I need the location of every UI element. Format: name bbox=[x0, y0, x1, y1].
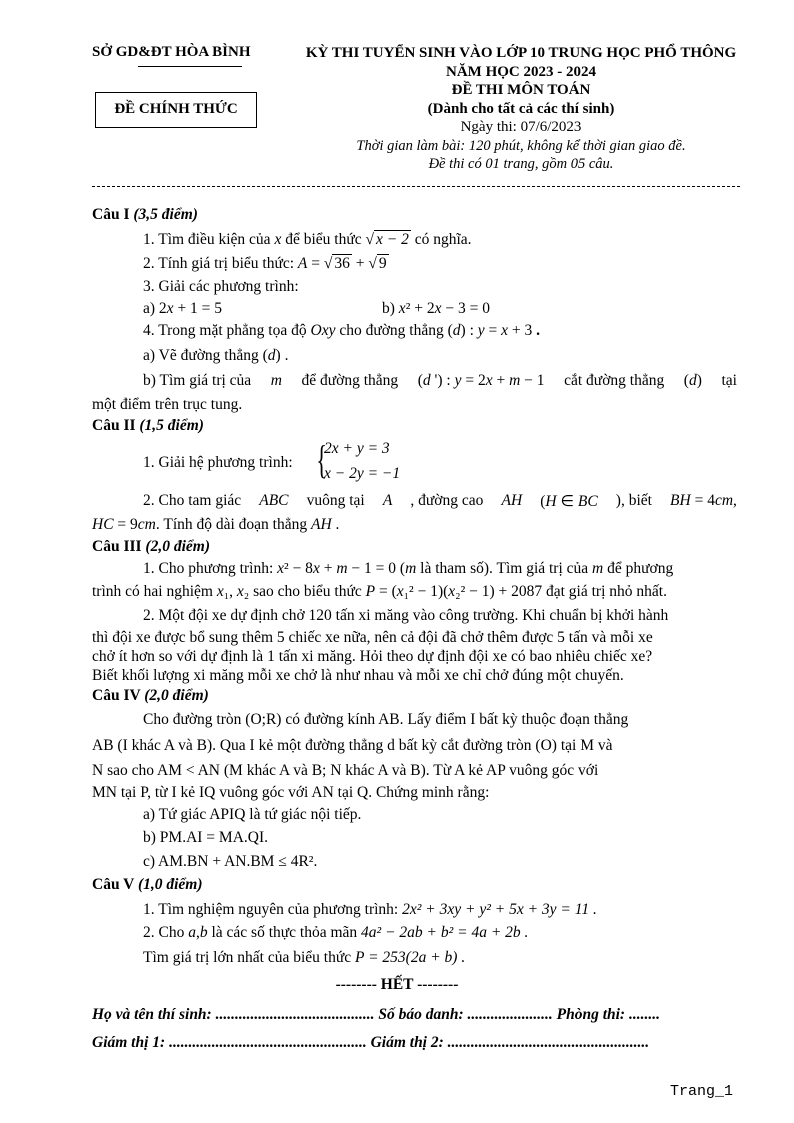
question-4-line-2: AB (I khác A và B). Qua I kẻ một đường thẳng d bất kỳ cắt đường tròn (O) tại M và bbox=[92, 737, 613, 754]
audience: (Dành cho tất cả các thí sinh) bbox=[427, 100, 615, 117]
question-4-part-b: b) PM.AI = MA.QI. bbox=[143, 829, 268, 846]
question-3-part-1-cont: trình có hai nghiệm x₁, x₂ sao cho biểu thức P = (x₁² − 1)(x₂² − 1) + 2087 đạt giá trị nhỏ nhất. bbox=[92, 583, 667, 600]
question-5-title: Câu V (1,0 điểm) bbox=[92, 876, 203, 893]
header-divider bbox=[92, 186, 740, 187]
proctor-signature-line: Giám thị 1: ................................................... Giám thị 2: .................................................... bbox=[92, 1034, 650, 1051]
system-equation-2: x − 2y = −1 bbox=[324, 465, 401, 482]
system-equation-1: 2x + y = 3 bbox=[324, 440, 390, 457]
question-1-title: Câu I (3,5 điểm) bbox=[92, 206, 198, 223]
question-4-part-a: a) Tứ giác APIQ là tứ giác nội tiếp. bbox=[143, 806, 362, 823]
question-1-part-4: 4. Trong mặt phẳng tọa độ Oxy cho đường thẳng (d) : y = x + 3 . bbox=[143, 322, 541, 339]
question-3-part-1: 1. Cho phương trình: x² − 8x + m − 1 = 0 (m là tham số). Tìm giá trị của m để phương bbox=[143, 560, 674, 577]
end-marker: -------- HẾT -------- bbox=[335, 976, 459, 993]
question-2-part-1: 1. Giải hệ phương trình: bbox=[143, 454, 293, 471]
school-year: NĂM HỌC 2023 - 2024 bbox=[446, 63, 596, 80]
question-2-title: Câu II (1,5 điểm) bbox=[92, 417, 204, 434]
subject-title: ĐỀ THI MÔN TOÁN bbox=[451, 82, 591, 98]
page-number: Trang_1 bbox=[670, 1083, 734, 1100]
system-brace: { bbox=[316, 437, 327, 482]
question-3-part-2-line-1: 2. Một đội xe dự định chở 120 tấn xi măng vào công trường. Khi chuẩn bị khởi hành bbox=[143, 607, 669, 624]
question-2-part-2-cont: HC = 9cm. Tính độ dài đoạn thẳng AH . bbox=[92, 516, 340, 533]
official-badge: ĐỀ CHÍNH THỨC bbox=[95, 92, 257, 128]
exam-pages: Đề thi có 01 trang, gồm 05 câu. bbox=[428, 156, 614, 172]
question-4-line-1: Cho đường tròn (O;R) có đường kính AB. Lấy điểm I bất kỳ thuộc đoạn thẳng bbox=[143, 711, 629, 728]
question-2-part-2: 2. Cho tam giác ABC vuông tại A , đường cao AH (H ∈ BC ), biết BH = 4cm, bbox=[143, 492, 737, 510]
question-5-part-1: 1. Tìm nghiệm nguyên của phương trình: 2x² + 3xy + y² + 5x + 3y = 11 . bbox=[143, 901, 597, 918]
question-1-part-1: 1. Tìm điều kiện của x để biểu thức √ x − 2 có nghĩa. bbox=[143, 231, 472, 248]
exam-duration: Thời gian làm bài: 120 phút, không kể thời gian giao đề. bbox=[356, 137, 686, 154]
exam-header bbox=[286, 44, 756, 174]
question-1-part-3a: a) 2x + 1 = 5 bbox=[143, 300, 223, 317]
question-5-part-2: 2. Cho a,b là các số thực thỏa mãn 4a² − 2ab + b² = 4a + 2b . bbox=[143, 924, 529, 941]
question-4-line-3: N sao cho AM < AN (M khác A và B; N khác A và B). Từ A kẻ AP vuông góc với bbox=[92, 762, 599, 779]
question-3-title: Câu III (2,0 điểm) bbox=[92, 538, 210, 555]
question-3-part-2-line-2: thì đội xe được bổ sung thêm 5 chiếc xe nữa, nên cả đội đã chở thêm được 5 tấn và mỗi xe bbox=[92, 629, 653, 646]
question-1-part-4a: a) Vẽ đường thẳng (d) . bbox=[143, 347, 289, 364]
question-3-part-2-line-3: chở ít hơn so với dự định là 1 tấn xi măng. Hỏi theo dự định đội xe có bao nhiêu chiếc xe? bbox=[92, 648, 653, 665]
department-name: SỞ GD&ĐT HÒA BÌNH bbox=[92, 44, 251, 61]
question-1-part-4b: b) Tìm giá trị của m để đường thẳng (d ') : y = 2x + m − 1 cắt đường thẳng (d) tại bbox=[143, 372, 737, 389]
department-underline bbox=[138, 66, 242, 67]
question-1-part-3: 3. Giải các phương trình: bbox=[143, 278, 299, 295]
question-5-part-2-cont: Tìm giá trị lớn nhất của biểu thức P = 253(2a + b) . bbox=[143, 949, 466, 966]
exam-date: Ngày thi: 07/6/2023 bbox=[460, 119, 582, 135]
candidate-info-line: Họ và tên thí sinh: ......................................... Số báo danh: ...................... Phòng thi: ........ bbox=[92, 1006, 660, 1023]
question-1-part-3b: b) x² + 2x − 3 = 0 bbox=[382, 300, 490, 317]
question-4-title: Câu IV (2,0 điểm) bbox=[92, 687, 209, 704]
question-4-line-4: MN tại P, từ I kẻ IQ vuông góc với AN tại Q. Chứng minh rằng: bbox=[92, 784, 490, 801]
exam-title: KỲ THI TUYỂN SINH VÀO LỚP 10 TRUNG HỌC PHỔ THÔNG bbox=[305, 45, 737, 61]
question-1-part-4b-cont: một điểm trên trục tung. bbox=[92, 396, 243, 413]
question-4-part-c: c) AM.BN + AN.BM ≤ 4R². bbox=[143, 853, 318, 870]
question-1-part-2: 2. Tính giá trị biểu thức: A = √ 36 + √ 9 bbox=[143, 255, 387, 272]
question-3-part-2-line-4: Biết khối lượng xi măng mỗi xe chở là như nhau và mỗi xe chỉ chở đúng một chuyến. bbox=[92, 667, 624, 684]
